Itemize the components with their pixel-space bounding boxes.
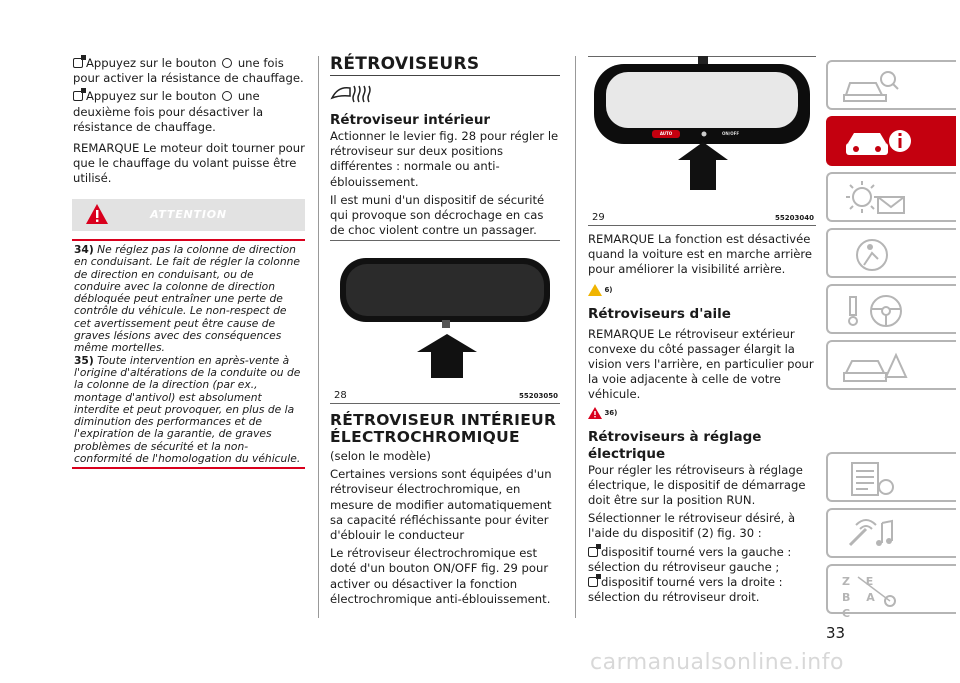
warning-item: 35) Toute intervention en après-vente à l'origine d'altérations de la conduite ou de la colonne de la direction (par ex., montage d'antivol) est absolument interdite et peut provoquer, en plus de la diminution des performances et de l'expiration de la garantie, de graves problèmes de sécurité et la non-conformité de l'homologation du véhicule. bbox=[74, 353, 301, 466]
tab-maintenance[interactable] bbox=[826, 452, 956, 502]
tab-driving[interactable] bbox=[826, 284, 956, 334]
tab-emergency[interactable] bbox=[826, 340, 956, 390]
paragraph: REMARQUE La fonction est désactivée quand la voiture est en marche arrière pour améliorer la visibilité arrière. bbox=[588, 232, 813, 277]
onoff-label: ON/OFF bbox=[722, 131, 740, 136]
column-3 bbox=[588, 232, 818, 608]
environment-warning-icon bbox=[588, 284, 602, 296]
bullet-item: Appuyez sur le bouton une deuxième fois pour désactiver la résistance de chauffage. bbox=[73, 89, 264, 134]
warning-triangle-icon bbox=[588, 407, 602, 419]
bullet-icon bbox=[588, 577, 598, 587]
index-letters: Z E B A C bbox=[842, 575, 881, 620]
reference-36: 36) bbox=[588, 407, 818, 425]
paragraph: Certaines versions sont équipées d'un rétroviseur électrochromique, en mesure de modifier automatiquement sa capacité réfléchissante pour éviter d'éblouir le conducteur bbox=[330, 467, 552, 543]
page-number: 33 bbox=[826, 624, 846, 642]
electrochromic-mirror-illustration bbox=[588, 56, 816, 206]
paragraph: Le rétroviseur électrochromique est doté d'un bouton ON/OFF fig. 29 pour activer ou désactiver la fonction électrochromique anti-éblouissement. bbox=[330, 546, 551, 606]
figure-code: 55203050 bbox=[519, 392, 558, 400]
bullet-item: dispositif tourné vers la gauche : sélection du rétroviseur gauche ; bbox=[588, 544, 792, 574]
figure-number: 28 bbox=[334, 390, 347, 401]
column-divider bbox=[318, 56, 319, 618]
reference-6: 6) bbox=[588, 284, 818, 302]
subheading: Rétroviseurs d'aile bbox=[588, 305, 731, 322]
paragraph: Il est muni d'un dispositif de sécurité qui provoque son décrochage en cas de choc violent contre un passager. bbox=[330, 192, 545, 238]
tab-car-search[interactable] bbox=[826, 60, 956, 110]
section-title: RÉTROVISEURS bbox=[330, 54, 480, 74]
bullet-item: Appuyez sur le bouton une fois pour activer la résistance de chauffage. bbox=[73, 56, 304, 86]
section-title-2: RÉTROVISEUR INTÉRIEUR ÉLECTROCHROMIQUE bbox=[330, 411, 557, 446]
auto-label: AUTO bbox=[659, 131, 673, 136]
tab-safety[interactable] bbox=[826, 228, 956, 278]
multimedia-icon bbox=[842, 515, 902, 555]
heated-wheel-button-icon bbox=[222, 58, 232, 68]
figure-code: 55203040 bbox=[775, 214, 814, 222]
warning-title: ATTENTION bbox=[150, 208, 227, 221]
column-2-lower bbox=[330, 412, 560, 610]
bullet-icon bbox=[588, 547, 598, 557]
paragraph: Actionner le levier fig. 28 pour régler le rétroviseur sur deux positions différentes : normale ou anti-éblouissement. bbox=[330, 129, 559, 189]
paragraph: Sélectionner le rétroviseur désiré, à l'aide du dispositif (2) fig. 30 : bbox=[588, 511, 796, 541]
warning-header bbox=[72, 199, 305, 231]
heated-wheel-button-icon bbox=[222, 91, 232, 101]
watermark-footer: carmanualsonline.info bbox=[590, 650, 844, 675]
figure-28 bbox=[330, 240, 560, 405]
subheading: Rétroviseurs à réglage électrique bbox=[588, 428, 762, 462]
paragraph: REMARQUE Le rétroviseur extérieur convexe du côté passager élargit la vision vers l'arrière, en particulier pour la voie adjacente à celle de votre véhicule. bbox=[588, 326, 814, 402]
tab-warning-lights[interactable] bbox=[826, 172, 956, 222]
remark-text: REMARQUE Le moteur doit tourner pour que le chauffage du volant puisse être utilisé. bbox=[73, 141, 305, 186]
title-rule bbox=[330, 75, 560, 76]
car-search-icon bbox=[842, 67, 902, 107]
steering-wheel-icon bbox=[842, 291, 912, 331]
subheading: Rétroviseur intérieur bbox=[330, 112, 491, 128]
bullet-icon bbox=[73, 58, 83, 68]
warning-box bbox=[72, 239, 305, 469]
column-2 bbox=[330, 56, 560, 241]
maintenance-list-icon bbox=[842, 459, 902, 499]
tab-car-info[interactable] bbox=[826, 116, 956, 166]
paragraph: Pour régler les rétroviseurs à réglage électrique, le dispositif de démarrage doit être sur la position RUN. bbox=[588, 462, 806, 508]
tab-index[interactable] bbox=[826, 564, 956, 620]
figure-29 bbox=[588, 56, 816, 226]
warning-item: 34) Ne réglez pas la colonne de direction en conduisant. Le fait de régler la colonne de direction en conduisant, ou de conduire avec la colonne de direction débloquée peut entraîner une perte de contrôle du véhicule. Le non-respect de cet avertissement peut être cause de graves lésions avec des conséquences même mortelles. bbox=[74, 243, 300, 355]
figure-number: 29 bbox=[592, 212, 605, 223]
airbag-person-icon bbox=[842, 235, 902, 275]
bullet-item: dispositif tourné vers la droite : sélection du rétroviseur droit. bbox=[588, 575, 783, 605]
column-divider bbox=[575, 56, 576, 618]
mirror-heat-icon bbox=[330, 82, 374, 104]
column-1 bbox=[73, 56, 305, 190]
tab-multimedia[interactable] bbox=[826, 508, 956, 558]
breakdown-car-icon bbox=[842, 347, 912, 387]
paragraph: (selon le modèle) bbox=[330, 449, 431, 463]
car-info-icon bbox=[842, 123, 912, 163]
bullet-icon bbox=[73, 91, 83, 101]
mirror-illustration bbox=[330, 248, 560, 388]
warning-light-icon bbox=[842, 179, 912, 219]
